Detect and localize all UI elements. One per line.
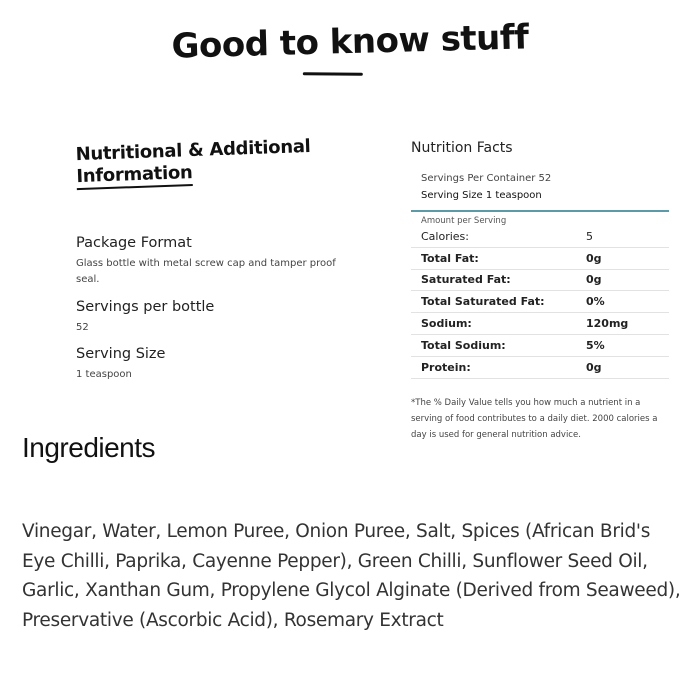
nutrient-name: Saturated Fat: <box>421 273 511 287</box>
servings-section <box>76 299 346 336</box>
package-format-value: Glass bottle with metal screw cap and tamper proof seal. <box>76 258 336 285</box>
info-heading-line1: Nutritional & Additional <box>75 135 311 166</box>
nutrient-value: 0% <box>586 295 605 309</box>
nutrition-row-calories <box>411 226 669 248</box>
servings-label: Servings per bottle <box>76 299 215 315</box>
info-heading <box>75 136 311 190</box>
page-title <box>0 13 700 71</box>
servings-per-container: Servings Per Container 52 <box>421 173 552 184</box>
servings-value: 52 <box>76 322 89 333</box>
nutrition-row-protein <box>411 357 669 379</box>
nutrition-row-sodium <box>411 313 669 335</box>
nutrition-row-total-saturated-fat <box>411 291 669 313</box>
nutrition-facts-panel <box>411 140 669 443</box>
nutrient-value: 5% <box>586 338 605 352</box>
serving-size-line: Serving Size 1 teaspoon <box>421 190 542 201</box>
nutrition-row-saturated-fat <box>411 270 669 292</box>
nutrient-value: 120mg <box>586 317 629 331</box>
nutrient-value: 5 <box>586 229 593 243</box>
title-underline <box>303 72 363 76</box>
serving-size-value: 1 teaspoon <box>76 369 132 380</box>
serving-size-label: Serving Size <box>76 346 166 362</box>
package-format-section <box>76 235 346 288</box>
nutrition-serving-info <box>411 170 669 204</box>
nutrient-name: Calories: <box>421 229 469 243</box>
nutrition-divider <box>411 210 669 212</box>
nutrient-value: 0g <box>586 251 602 265</box>
nutrient-name: Total Saturated Fat: <box>421 295 545 309</box>
nutrition-row-total-fat <box>411 248 669 270</box>
ingredients-text: Vinegar, Water, Lemon Puree, Onion Puree, Salt, Spices (African Brid's Eye Chilli, Paprika, Cayenne Pepper), Green Chilli, Sunflower Seed Oil, Garlic, Xanthan Gum, Propylene Glycol Alginate (Derived from Seaweed), Preservative (Ascorbic Acid), Rosemary Extract <box>22 521 681 631</box>
nutrition-row-total-sodium <box>411 335 669 357</box>
ingredients-title: Ingredients <box>22 432 156 463</box>
nutrient-value: 0g <box>586 360 602 374</box>
info-heading-line2: Information <box>76 162 193 190</box>
nutrition-footnote: *The % Daily Value tells you how much a nutrient in a serving of food contributes to a daily diet. 2000 calories a day is used for general nutrition advice. <box>411 397 658 440</box>
nutrition-facts-title: Nutrition Facts <box>411 140 513 156</box>
amount-per-serving-label: Amount per Serving <box>421 216 507 226</box>
serving-size-section <box>76 346 346 383</box>
page-title-text: Good to know stuff <box>171 17 529 67</box>
package-format-label: Package Format <box>76 235 192 251</box>
nutrient-name: Sodium: <box>421 317 472 331</box>
nutrition-table <box>411 226 669 379</box>
nutrient-name: Total Sodium: <box>421 338 506 352</box>
nutrient-name: Protein: <box>421 360 471 374</box>
nutrient-name: Total Fat: <box>421 251 479 265</box>
nutrient-value: 0g <box>586 273 602 287</box>
